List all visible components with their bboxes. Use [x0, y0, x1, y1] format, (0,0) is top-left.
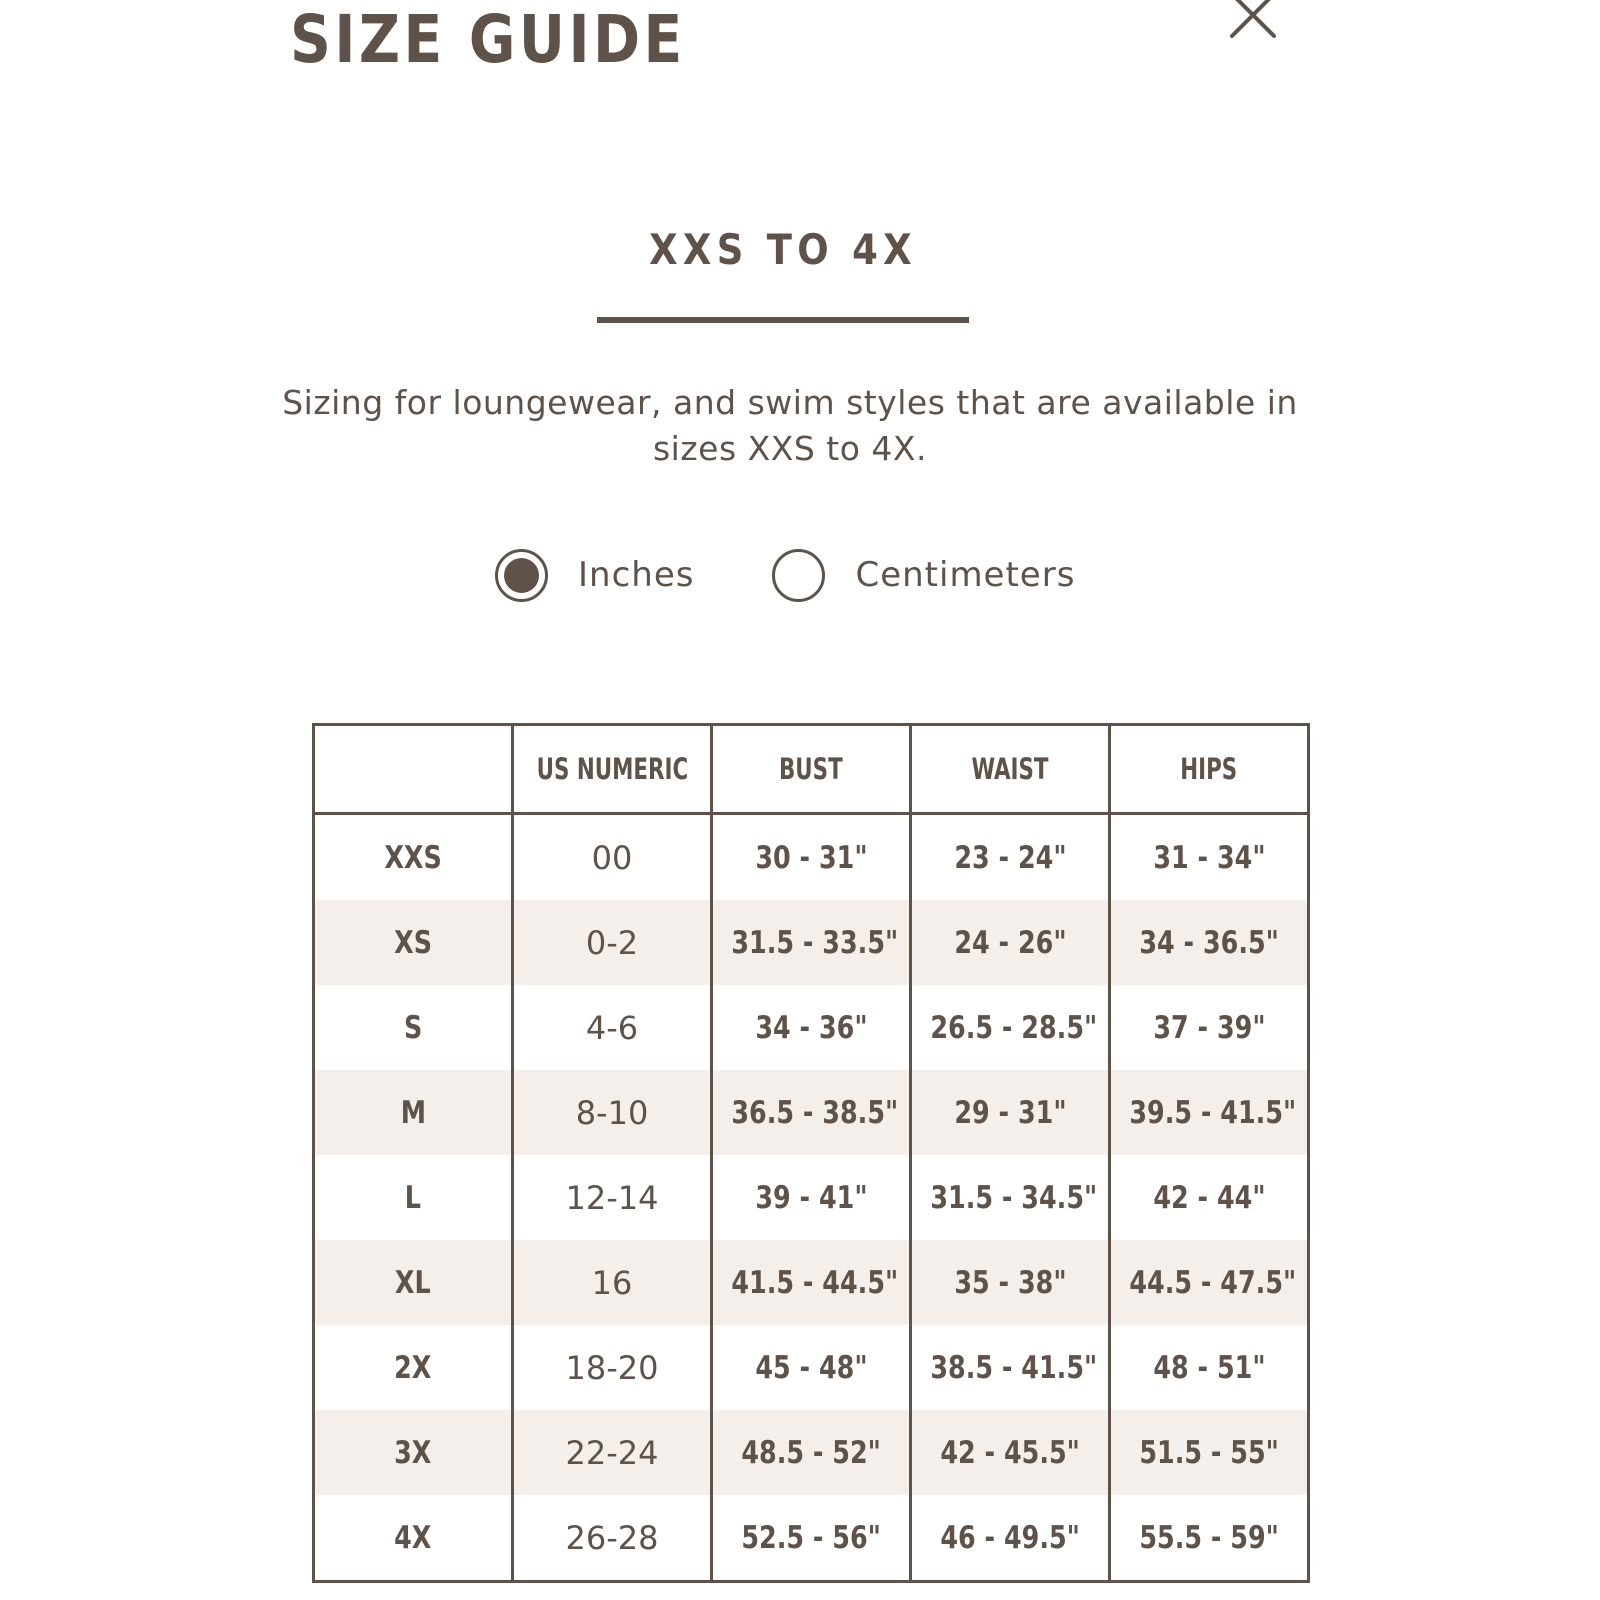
cell-hips: 48 - 51" [1110, 1325, 1309, 1410]
cell-bust: 45 - 48" [712, 1325, 911, 1410]
table-row [314, 1410, 1309, 1495]
table-row [314, 1495, 1309, 1582]
cell-waist: 42 - 45.5" [911, 1410, 1110, 1495]
table-row [314, 814, 1309, 901]
cell-waist: 38.5 - 41.5" [911, 1325, 1110, 1410]
cell-waist: 29 - 31" [911, 1070, 1110, 1155]
unit-selector [495, 545, 1075, 605]
radio-centimeters[interactable] [772, 549, 825, 602]
cell-waist: 26.5 - 28.5" [911, 985, 1110, 1070]
cell-hips: 51.5 - 55" [1110, 1410, 1309, 1495]
size-guide-description: Sizing for loungewear, and swim styles that are available in sizes XXS to 4X. [282, 383, 1298, 468]
cell-bust: 34 - 36" [712, 985, 911, 1070]
cell-waist: 24 - 26" [911, 900, 1110, 985]
cell-us-numeric: 16 [513, 1240, 712, 1325]
page-title: SIZE GUIDE [290, 1, 686, 78]
cell-bust: 41.5 - 44.5" [712, 1240, 911, 1325]
cell-size: 3X [314, 1410, 513, 1495]
cell-bust: 52.5 - 56" [712, 1495, 911, 1582]
table-row [314, 900, 1309, 985]
cell-size: S [314, 985, 513, 1070]
close-button[interactable] [1228, 0, 1278, 40]
unit-option-inches[interactable] [495, 549, 694, 602]
cell-size: 2X [314, 1325, 513, 1410]
cell-hips: 42 - 44" [1110, 1155, 1309, 1240]
cell-waist: 46 - 49.5" [911, 1495, 1110, 1582]
cell-bust: 30 - 31" [712, 814, 911, 901]
cell-size: 4X [314, 1495, 513, 1582]
cell-waist: 31.5 - 34.5" [911, 1155, 1110, 1240]
cell-us-numeric: 26-28 [513, 1495, 712, 1582]
cell-us-numeric: 4-6 [513, 985, 712, 1070]
cell-hips: 39.5 - 41.5" [1110, 1070, 1309, 1155]
header-hips: HIPS [1110, 725, 1309, 814]
cell-hips: 37 - 39" [1110, 985, 1309, 1070]
cell-us-numeric: 00 [513, 814, 712, 901]
cell-size: XS [314, 900, 513, 985]
cell-size: XXS [314, 814, 513, 901]
header-bust: BUST [712, 725, 911, 814]
close-icon [1228, 0, 1278, 40]
size-chart-table [312, 723, 1310, 1583]
table-row [314, 1070, 1309, 1155]
cell-size: XL [314, 1240, 513, 1325]
radio-selected-dot [504, 558, 539, 593]
header-waist: WAIST [911, 725, 1110, 814]
unit-label-centimeters: Centimeters [855, 555, 1076, 595]
tab-xxs-to-4x[interactable] [597, 220, 969, 324]
cell-us-numeric: 22-24 [513, 1410, 712, 1495]
table-row [314, 1240, 1309, 1325]
radio-inches-selected[interactable] [495, 549, 548, 602]
table-row [314, 1155, 1309, 1240]
cell-hips: 55.5 - 59" [1110, 1495, 1309, 1582]
unit-label-inches: Inches [578, 555, 695, 595]
cell-waist: 35 - 38" [911, 1240, 1110, 1325]
cell-waist: 23 - 24" [911, 814, 1110, 901]
cell-us-numeric: 12-14 [513, 1155, 712, 1240]
unit-option-centimeters[interactable] [772, 549, 1075, 602]
cell-us-numeric: 8-10 [513, 1070, 712, 1155]
header-us-numeric: US NUMERIC [513, 725, 712, 814]
tab-active-underline [597, 317, 969, 323]
table-row [314, 1325, 1309, 1410]
header-size [314, 725, 513, 814]
tab-label: XXS TO 4X [649, 225, 917, 274]
cell-bust: 36.5 - 38.5" [712, 1070, 911, 1155]
cell-bust: 48.5 - 52" [712, 1410, 911, 1495]
cell-bust: 31.5 - 33.5" [712, 900, 911, 985]
cell-hips: 34 - 36.5" [1110, 900, 1309, 985]
cell-hips: 44.5 - 47.5" [1110, 1240, 1309, 1325]
cell-size: M [314, 1070, 513, 1155]
table-header-row [314, 725, 1309, 814]
cell-hips: 31 - 34" [1110, 814, 1309, 901]
cell-us-numeric: 18-20 [513, 1325, 712, 1410]
cell-bust: 39 - 41" [712, 1155, 911, 1240]
cell-us-numeric: 0-2 [513, 900, 712, 985]
table-row [314, 985, 1309, 1070]
cell-size: L [314, 1155, 513, 1240]
